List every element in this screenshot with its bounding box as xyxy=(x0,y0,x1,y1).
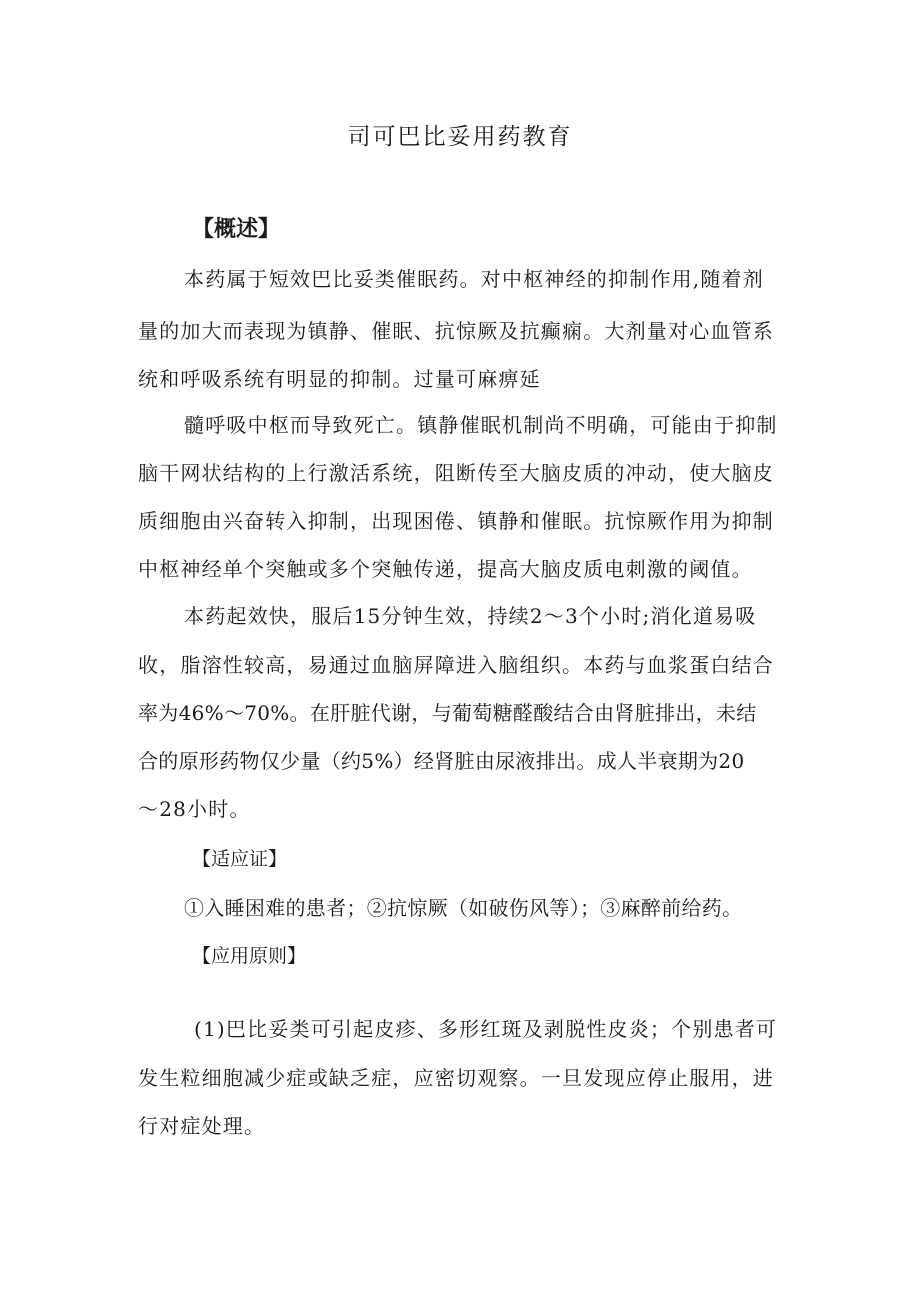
overview-heading: 【概述】 xyxy=(192,217,281,242)
overview-line: 本药属于短效巴比妥类催眠药。对中枢神经的抑制作用,随着剂 xyxy=(184,267,764,291)
overview-line: 髓呼吸中枢而导致死亡。镇静催眠机制尚不明确，可能由于抑制 xyxy=(184,413,778,437)
overview-line: ～28小时。 xyxy=(138,797,251,821)
principle-line: 行对症处理。 xyxy=(138,1114,266,1138)
principle-line: (1)巴比妥类可引起皮疹、多形红斑及剥脱性皮炎；个别患者可 xyxy=(194,1017,778,1041)
principle-heading: 【应用原则】 xyxy=(192,945,307,967)
overview-line: 脑干网状结构的上行激活系统，阻断传至大脑皮质的冲动，使大脑皮 xyxy=(138,461,774,485)
overview-line: 量的加大而表现为镇静、催眠、抗惊厥及抗癫痫。大剂量对心血管系 xyxy=(138,319,774,343)
document-title: 司可巴比妥用药教育 xyxy=(347,124,573,150)
overview-line: 统和呼吸系统有明显的抑制。过量可麻痹延 xyxy=(138,367,541,391)
principle-line: 发生粒细胞减少症或缺乏症，应密切观察。一旦发现应停止服用，进 xyxy=(138,1066,774,1090)
overview-line: 率为46%～70%。在肝脏代谢，与葡萄糖醛酸结合由肾脏排出，未结 xyxy=(138,701,757,725)
overview-line: 中枢神经单个突触或多个突触传递，提高大脑皮质电刺激的阈值。 xyxy=(138,557,753,581)
overview-line: 质细胞由兴奋转入抑制，出现困倦、镇静和催眠。抗惊厥作用为抑制 xyxy=(138,509,774,533)
indication-line: ①入睡困难的患者；②抗惊厥（如破伤风等）；③麻醉前给药。 xyxy=(184,896,743,920)
overview-line: 收，脂溶性较高，易通过血脑屏障进入脑组织。本药与血浆蛋白结合 xyxy=(138,653,774,677)
indication-heading: 【适应证】 xyxy=(192,848,288,870)
overview-line: 本药起效快，服后15分钟生效，持续2～3个小时;消化道易吸 xyxy=(184,604,757,628)
overview-line: 合的原形药物仅少量（约5%）经肾脏由尿液排出。成人半衰期为20 xyxy=(138,749,745,773)
